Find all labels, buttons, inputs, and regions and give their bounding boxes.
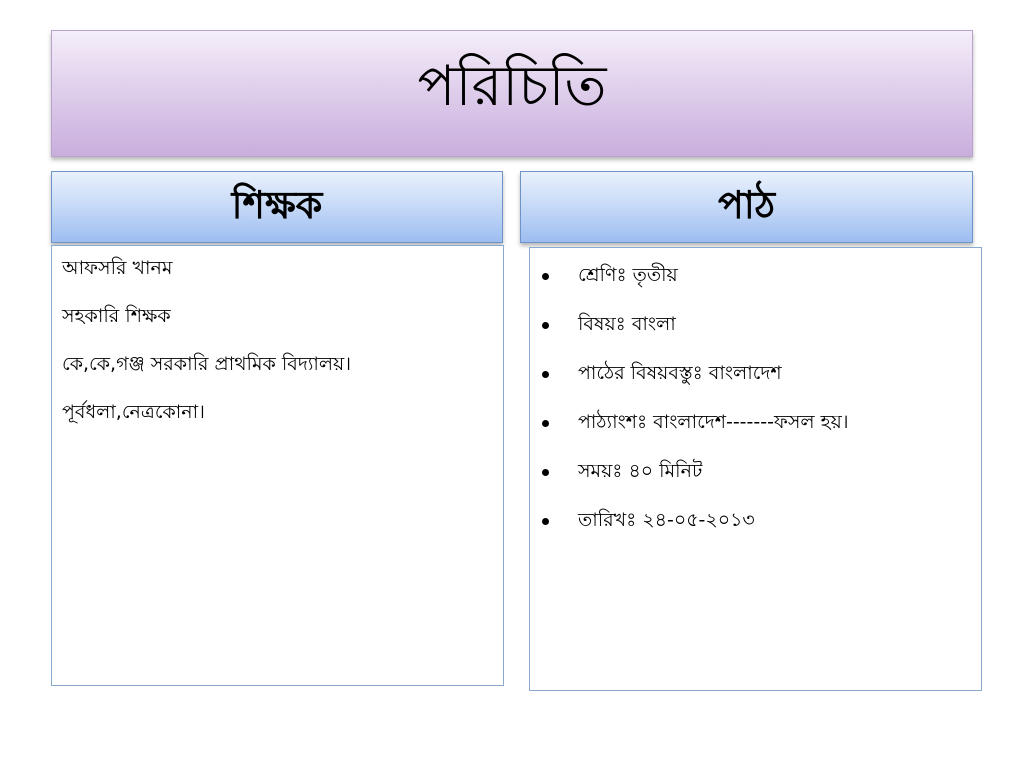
lesson-header (520, 171, 973, 243)
lesson-item-text: পাঠের বিষয়বস্তুঃ বাংলাদেশ (578, 361, 782, 384)
slide-title: পরিচিতি (417, 53, 607, 119)
bullet-icon (542, 469, 549, 476)
lesson-item-content (538, 350, 981, 399)
bullet-icon (542, 273, 549, 280)
bullet-icon (542, 322, 549, 329)
lesson-item-subject (538, 301, 981, 350)
bullet-icon (542, 420, 549, 427)
lesson-item-duration (538, 448, 981, 497)
lesson-item-text: শ্রেণিঃ তৃতীয় (578, 263, 678, 286)
lesson-item-date (538, 497, 981, 546)
teacher-header (51, 171, 503, 243)
teacher-info-list (52, 246, 503, 442)
lesson-item-text: সময়ঃ ৪০ মিনিট (578, 459, 703, 482)
lesson-info-box (529, 247, 982, 691)
lesson-item-text: তারিখঃ ২৪-০৫-২০১৩ (578, 508, 755, 531)
teacher-designation: সহকারি শিক্ষক (62, 305, 171, 327)
teacher-heading: শিক্ষক (231, 183, 323, 227)
teacher-info-box (51, 245, 504, 686)
bullet-icon (542, 371, 549, 378)
lesson-item-text: বিষয়ঃ বাংলা (578, 312, 676, 335)
lesson-item-class (538, 252, 981, 301)
lesson-item-portion (538, 399, 981, 448)
lesson-info-list (530, 248, 981, 546)
teacher-location: পূর্বধলা,নেত্রকোনা। (62, 401, 205, 423)
teacher-school: কে,কে,গঞ্জ সরকারি প্রাথমিক বিদ্যালয়। (62, 353, 352, 375)
bullet-icon (542, 518, 549, 525)
teacher-name: আফসরি খানম (62, 257, 173, 279)
lesson-heading: পাঠ (717, 183, 776, 227)
lesson-item-text: পাঠ্যাংশঃ বাংলাদেশ-------ফসল হয়। (578, 410, 849, 433)
title-banner (51, 30, 973, 157)
